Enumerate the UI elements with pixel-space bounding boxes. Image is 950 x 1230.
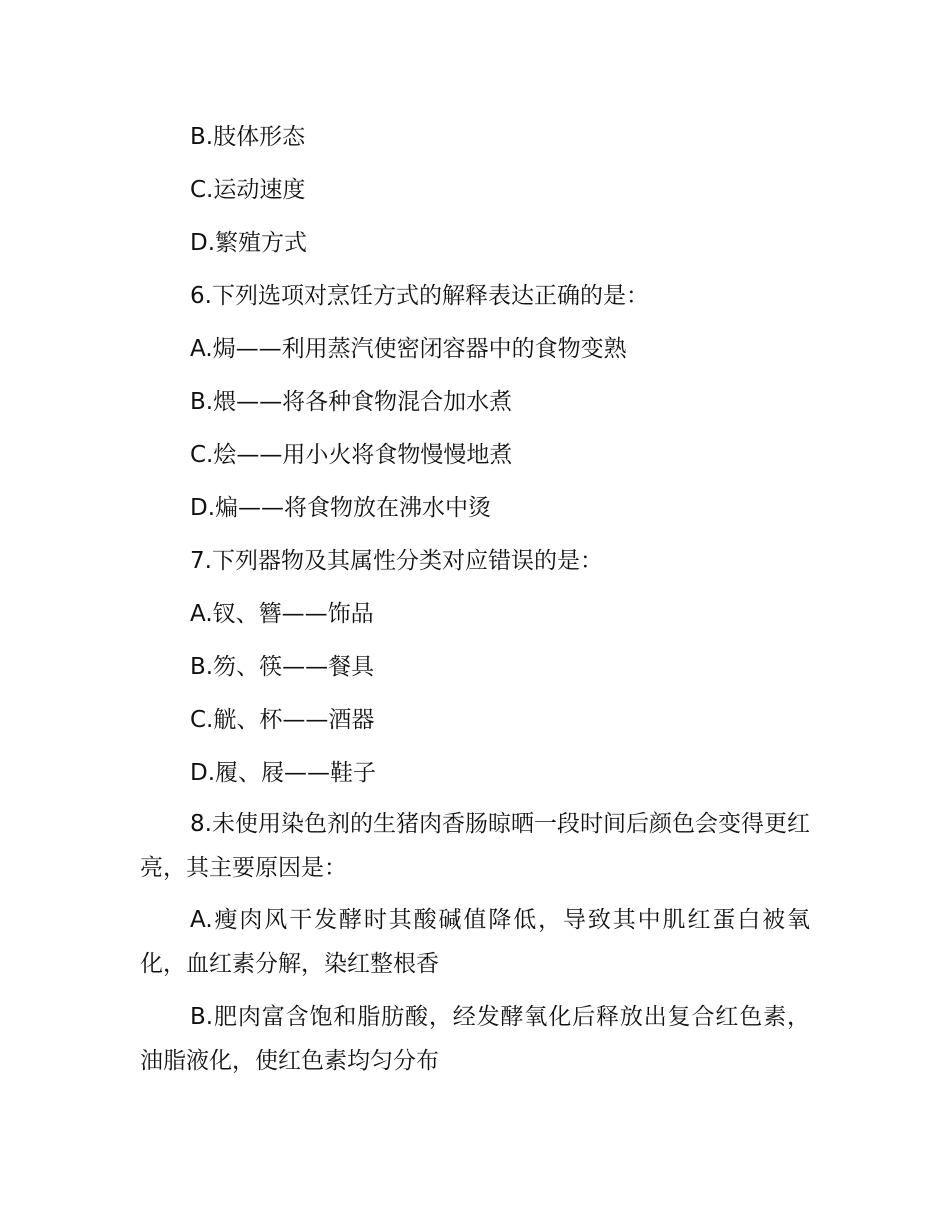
question-6-option-d: D.煸——将食物放在沸水中烫 (190, 495, 492, 521)
question-7-option-a: A.钗、簪——饰品 (190, 601, 374, 627)
question-8-option-b: B.肥肉富含饱和脂肪酸，经发酵氧化后释放出复合红色素，油脂液化，使红色素均匀分布 (140, 1004, 810, 1074)
question-7-option-b: B.笏、筷——餐具 (190, 654, 375, 680)
question-6-option-b: B.煨——将各种食物混合加水煮 (190, 389, 513, 415)
option-d-reproduction: D.繁殖方式 (190, 230, 308, 256)
question-6: 6.下列选项对烹饪方式的解释表达正确的是： (190, 283, 649, 309)
option-c-motion-speed: C.运动速度 (190, 177, 306, 203)
question-8-option-a: A.瘦肉风干发酵时其酸碱值降低，导致其中肌红蛋白被氧化，血红素分解，染红整根香 (140, 907, 810, 977)
question-6-option-a: A.焗——利用蒸汽使密闭容器中的食物变熟 (190, 336, 627, 362)
question-7: 7.下列器物及其属性分类对应错误的是： (190, 548, 603, 574)
option-b-limb-form: B.肢体形态 (190, 124, 306, 150)
question-8: 8.未使用染色剂的生猪肉香肠晾晒一段时间后颜色会变得更红亮，其主要原因是： (140, 811, 810, 881)
question-6-option-c: C.烩——用小火将食物慢慢地煮 (190, 442, 513, 468)
question-7-option-c: C.觥、杯——酒器 (190, 707, 375, 733)
question-7-option-d: D.履、屐——鞋子 (190, 760, 377, 786)
